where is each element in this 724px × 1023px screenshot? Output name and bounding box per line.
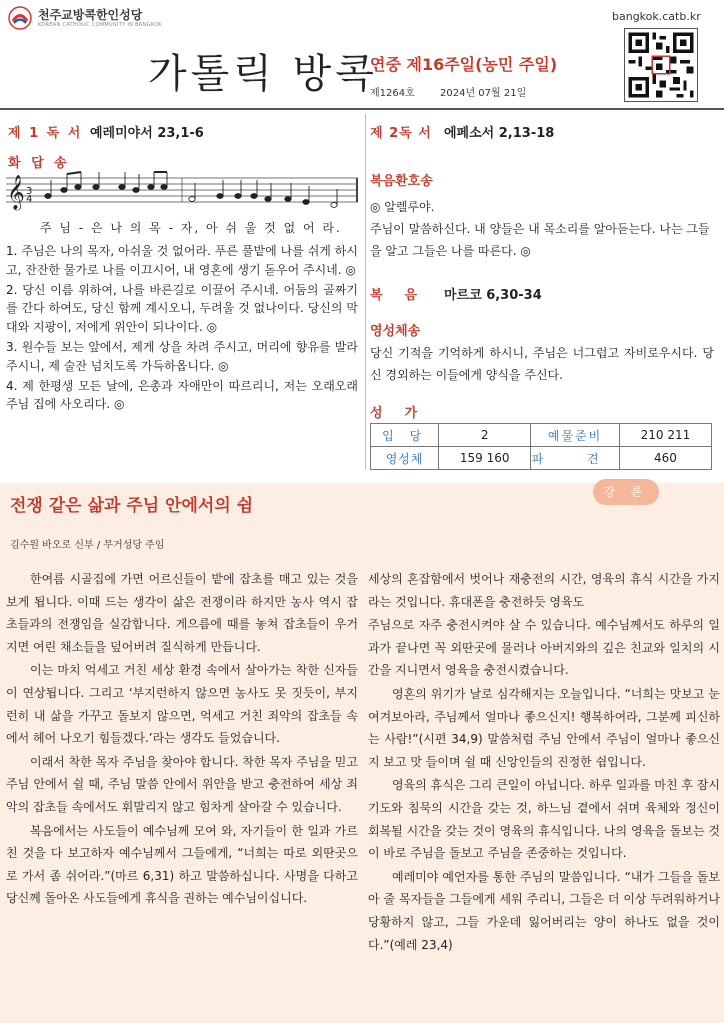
sermon-paragraph: 복음에서는 사도들이 예수님께 모여 와, 자기들이 한 일과 가르친 것을 다 보고하자 예수님께서 그들에게, “너희는 따로 외딴곳으로 가서 좀 쉬어라.”(마르 6,31) 하고 말씀하십니다. 사명을 다하고 당신께 돌아온 사도들에게 휴식을 권하는 예수님이십니다.	[6, 823, 358, 906]
sermon-paragraph: 주님으로 자주 충전시켜야 살 수 있습니다. 예수님께서도 하루의 일과가 끝나면 꼭 외딴곳에 물러나 아버지와의 깊은 친교와 일치의 시간을 지니면서 영육을 충전시켰습니다.	[368, 618, 720, 678]
parish-logo-icon	[8, 6, 32, 30]
svg-text:𝄞: 𝄞	[7, 175, 25, 210]
acclamation-text	[370, 196, 714, 262]
issue-number: 제1264호	[370, 88, 415, 99]
first-reading-ref: 예레미야서 23,1-6	[90, 126, 204, 141]
gospel-ref: 마르코 6,30-34	[444, 288, 542, 303]
sermon-paragraph: 한여름 시골집에 가면 어르신들이 밭에 잡초를 매고 있는 것을 보게 됩니다. 이때 드는 생각이 삶은 전쟁이라 하지만 농사 역시 잡초들과의 전쟁임을 실감합니다. 게으름에 때를 놓쳐 잡초들이 우거지면 여린 채소들을 덮어버려 질식하게 만듭니다.	[6, 572, 358, 654]
gospel-label: 복음	[370, 288, 440, 303]
hymn-offertory-number: 210 211	[619, 424, 711, 447]
sermon-column-right	[368, 568, 720, 957]
hymns-label: 성가	[370, 406, 440, 421]
acclamation-label: 복음환호송	[370, 174, 433, 189]
sermon-tag: 강 론	[593, 479, 659, 505]
sermon-author: 김수원 바오로 신부 / 무거성당 주임	[10, 540, 165, 551]
psalm-verse: 4. 제 한평생 모든 날에, 은총과 자애만이 따르리니, 저는 오래오래 주님 집에 사오리다. ◎	[6, 378, 358, 412]
hymn-offertory-label: 예물준비	[531, 424, 620, 447]
header-divider	[0, 108, 724, 110]
hymn-table	[370, 423, 712, 470]
svg-text:3: 3	[26, 186, 33, 197]
communion-antiphon-label: 영성체송	[370, 324, 421, 339]
liturgical-sunday: 연중 제16주일(농민 주일)	[370, 55, 558, 74]
psalm-verse: 1. 주님은 나의 목자, 아쉬울 것 없어라. 푸른 풀밭에 나를 쉬게 하시고, 잔잔한 물가로 나를 이끄시어, 내 영혼에 생기 돋우어 주시네. ◎	[6, 244, 358, 277]
issue-date: 2024년 07월 21일	[440, 88, 527, 99]
table-row	[371, 424, 712, 447]
org-name: 천주교방콕한인성당	[38, 8, 143, 22]
acclamation-line: ◎ 알렐루야.	[370, 200, 435, 214]
psalm-label: 화 답 송	[8, 156, 70, 171]
psalm-verse: 2. 당신 이름 위하여, 나를 바른길로 이끌어 주시네. 어둠의 골짜기를 간다 하여도, 당신 함께 계시오니, 두려울 것 없나이다. 당신의 막대와 지팡이, 저에게 위안이 되나이다. ◎	[6, 282, 358, 335]
sermon-paragraph: 이는 마치 억세고 거친 세상 환경 속에서 살아가는 착한 신자들이 연상됩니다. 그리고 ‘부지런하지 않으면 농사도 못 짓듯이, 부지런히 내 삶을 가꾸고 돌보지 않으면, 억세고 거친 죄악의 잡초들 속에서 헤어 나오기 힘들겠다.’라는 생각도 들었습니다.	[6, 663, 358, 746]
hymn-entrance-number: 2	[439, 424, 531, 447]
second-reading-ref: 에페소서 2,13-18	[444, 126, 555, 141]
table-row	[371, 447, 712, 470]
psalm-refrain: 주 님 - 은 나 의 목 - 자, 아 쉬 울 것 없 어 라.	[40, 221, 342, 235]
first-reading-label: 제 1 독 서	[8, 126, 83, 141]
sermon-paragraph: 영혼의 위기가 날로 심각해지는 오늘입니다. “너희는 맛보고 눈여겨보아라, 주님께서 얼마나 좋으신지! 행복하여라, 그분께 피신하는 사람!”(시편 34,9) 말씀처럼 주님 안에서 주님이 얼마나 좋으신지 보고 맛 들이며 쉴 때 신앙인들의 진정한 쉼입니다.	[368, 686, 720, 769]
hymn-recessional-number: 460	[619, 447, 711, 470]
sermon-paragraph: 영육의 휴식은 그리 큰일이 아닙니다. 하루 일과를 마친 후 잠시 기도와 침묵의 시간을 갖는 것, 하느님 곁에서 쉬며 육체와 정신이 회복될 시간을 갖는 것이 영육의 휴식입니다. 나의 영육을 돌보는 것이 바로 주님을 돌보고 주님을 존중하는 것입니다.	[368, 778, 720, 861]
hymn-recessional-label: 파 견	[531, 447, 620, 470]
newsletter-title: 가톨릭 방콕	[148, 51, 378, 97]
sermon-paragraph: 예레미야 예언자를 통한 주님의 말씀입니다. “내가 그들을 돌보아 줄 목자들을 그들에게 세워 주리니, 그들은 더 이상 두려워하거나 당황하지 않고, 그들 가운데 잃어버리는 양이 하나도 없을 것이다.”(예레 23,4)	[368, 869, 720, 952]
sermon-paragraph: 세상의 혼잡함에서 벗어나 재충전의 시간, 영육의 휴식 시간을 가지라는 것입니다. 휴대폰을 충전하듯 영육도	[368, 572, 720, 609]
sermon-title: 전쟁 같은 삶과 주님 안에서의 쉼	[10, 496, 254, 516]
psalm-verse: 3. 원수들 보는 앞에서, 제게 상을 차려 주시고, 머리에 향유를 발라 주시니, 제 술잔 넘치도록 가득하옵니다. ◎	[6, 339, 358, 373]
hymn-communion-label: 영성체	[371, 447, 439, 470]
sermon-paragraph: 이래서 착한 목자 주님을 찾아야 합니다. 착한 목자 주님을 믿고 주님 안에서 쉴 때, 주님 말씀 안에서 위안을 받고 충전하여 세상 죄악의 잡초들 속에서도 휘말리지 않고 힘차게 살아갈 수 있습니다.	[6, 754, 358, 814]
site-url[interactable]: bangkok.catb.kr	[612, 10, 701, 23]
hymn-communion-number: 159 160	[439, 447, 531, 470]
qr-code-icon[interactable]	[624, 28, 698, 102]
acclamation-line: 주님이 말씀하신다. 내 양들은 내 목소리를 알아듣는다. 나는 그들을 알고 그들은 나를 따른다. ◎	[370, 222, 710, 258]
org-subtitle: KOREAN CATHOLIC COMMUNITY IN BANGKOK	[38, 22, 162, 28]
psalm-music-staff	[6, 168, 358, 216]
communion-antiphon-text: 당신 기적을 기억하게 하시니, 주님은 너그럽고 자비로우시다. 당신 경외하는 이들에게 양식을 주신다.	[370, 346, 714, 382]
svg-text:4: 4	[26, 194, 33, 205]
psalm-verses	[6, 242, 358, 415]
sermon-column-left	[6, 568, 358, 911]
hymn-entrance-label: 입 당	[371, 424, 439, 447]
column-divider	[365, 114, 366, 469]
second-reading-label: 제 2독 서	[370, 126, 432, 141]
